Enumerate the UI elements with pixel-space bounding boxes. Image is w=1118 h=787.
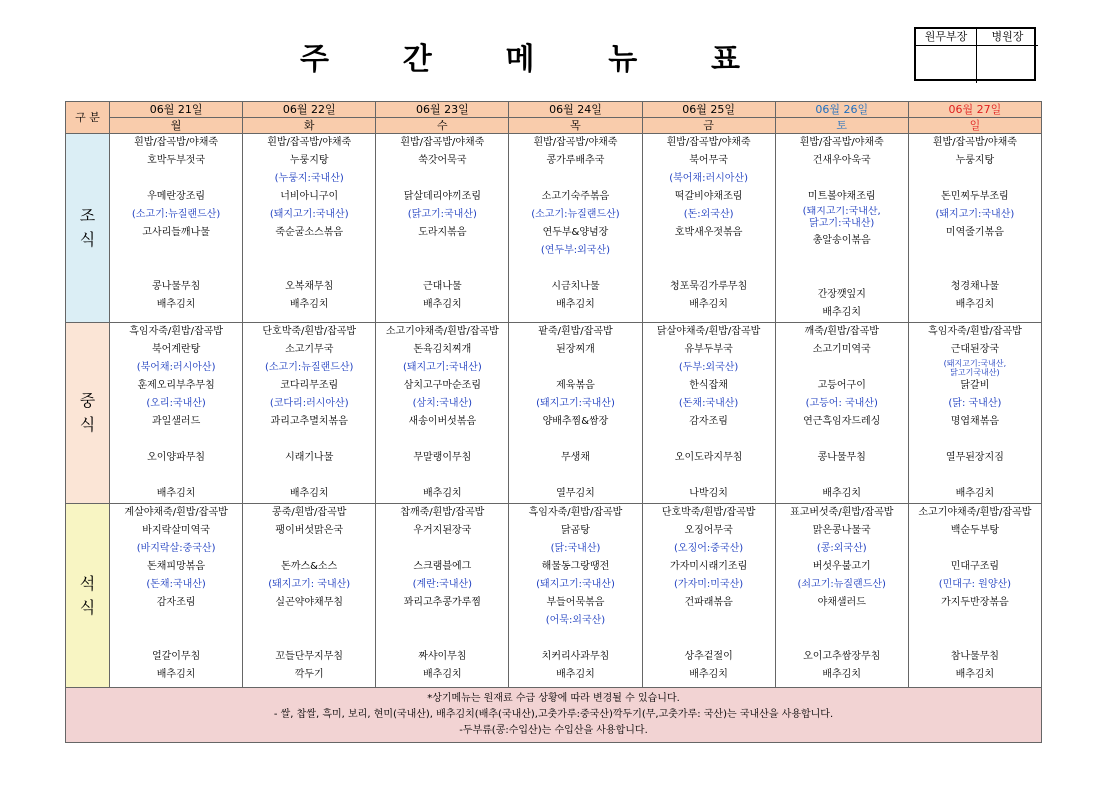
menu-item [243, 540, 375, 558]
meal-label-char: 식 [79, 597, 96, 617]
menu-cell [908, 134, 1041, 323]
menu-item: 호박두부젓국 [147, 155, 206, 166]
menu-item [776, 359, 908, 377]
menu-item: 시금치나물 [551, 281, 600, 292]
origin-note: (돼지고기: 국내산) [268, 579, 351, 590]
menu-item [776, 630, 908, 648]
menu-cell [509, 323, 642, 504]
menu-item: 연근흑임자드레싱 [803, 416, 881, 427]
menu-cell [376, 323, 509, 504]
menu-item: 배추김치 [423, 299, 462, 310]
menu-item: 흑임자죽/흰밥/잡곡밥 [928, 326, 1022, 337]
meal-label-char: 조 [79, 206, 96, 225]
menu-item: 배추김치 [689, 299, 728, 310]
meal-label-char: 석 [79, 573, 96, 593]
menu-item: 콩나물무침 [151, 281, 201, 292]
origin-note: (삼치:국내산) [412, 398, 473, 409]
menu-item: 오이도라지무침 [674, 452, 743, 463]
day-weekday: 토 [775, 118, 908, 134]
menu-item: 간장깻잎지 [817, 289, 866, 300]
menu-item: 바지락살미역국 [142, 525, 210, 536]
menu-item [909, 540, 1041, 558]
menu-item [509, 630, 641, 648]
menu-table [65, 101, 1042, 743]
menu-item [909, 630, 1041, 648]
menu-item [243, 260, 375, 278]
day-weekday: 목 [509, 118, 642, 134]
title-char: 간 [402, 42, 432, 77]
menu-item: 가자미시래기조림 [669, 561, 748, 572]
header-label: 구 분 [66, 102, 110, 134]
menu-item: 백순두부탕 [950, 525, 1000, 536]
menu-item [243, 431, 375, 449]
origin-note: (연두부:외국산) [540, 245, 611, 256]
meal-label-char: 중 [79, 391, 96, 410]
origin-note: (돈채:국내산) [146, 579, 206, 590]
menu-item [776, 170, 908, 188]
menu-item [643, 260, 775, 278]
day-date: 06월 22일 [243, 102, 376, 118]
menu-item: 청경채나물 [950, 281, 1000, 292]
menu-item [110, 260, 242, 278]
menu-item: 고사리들깨나물 [142, 227, 210, 238]
menu-item: 오이고추쌈장무침 [803, 651, 881, 662]
approval-col2-sign[interactable] [977, 46, 1038, 83]
menu-item: 한식잡채 [689, 380, 728, 391]
menu-item: 삼치고구마순조림 [403, 380, 481, 391]
menu-item [909, 170, 1041, 188]
menu-item: 누룽지탕 [289, 155, 329, 166]
menu-item: 고등어구이 [817, 380, 866, 391]
origin-note: (오리:국내산) [146, 398, 206, 409]
menu-cell [908, 323, 1041, 504]
menu-item: 상추겉절이 [684, 651, 733, 662]
menu-item [110, 431, 242, 449]
menu-item: 표고버섯죽/흰밥/잡곡밥 [790, 507, 894, 518]
day-date: 06월 27일 [908, 102, 1041, 118]
menu-item: 배추김치 [156, 299, 196, 310]
menu-item: 양배추찜&쌈장 [542, 416, 609, 427]
menu-item: 미역줄기볶음 [945, 227, 1004, 238]
menu-item: 명엽채볶음 [950, 416, 1000, 427]
menu-item [110, 170, 242, 188]
menu-item: 흰밥/잡곡밥/야채죽 [799, 137, 884, 148]
origin-note: (닭고기:국내산) [407, 209, 477, 220]
menu-item: 죽순굴소스볶음 [275, 227, 344, 238]
menu-item: 근대된장국 [950, 344, 1000, 355]
origin-note: (돼지고기:국내산, [943, 359, 1007, 368]
menu-item: 훈제오리부추무침 [137, 380, 215, 391]
day-weekday: 월 [110, 118, 243, 134]
menu-item: 배추김치 [822, 488, 862, 499]
origin-note [909, 359, 1041, 377]
menu-item [776, 431, 908, 449]
menu-item: 배추김치 [955, 488, 995, 499]
menu-item [643, 242, 775, 260]
menu-item: 된장찌개 [556, 344, 595, 355]
menu-item: 깨죽/흰밥/잡곡밥 [804, 326, 879, 337]
menu-item: 오징어무국 [684, 525, 733, 536]
origin-note: (고등어: 국내산) [805, 398, 878, 409]
menu-cell [243, 504, 376, 688]
title-char: 표 [711, 42, 740, 77]
approval-col2-label: 병원장 [977, 29, 1038, 46]
origin-note: (돼지고기:국내산) [269, 209, 349, 220]
day-weekday: 화 [243, 118, 376, 134]
origin-note: (돼지고기:국내산) [935, 209, 1015, 220]
menu-item: 실곤약야채무침 [275, 597, 344, 608]
menu-item [776, 268, 908, 286]
menu-cell [642, 504, 775, 688]
origin-note: (누룽지:국내산) [274, 173, 344, 184]
menu-item [643, 467, 775, 485]
menu-item: 감자조림 [156, 597, 196, 608]
origin-note: (오징어:중국산) [674, 543, 744, 554]
day-weekday: 일 [908, 118, 1041, 134]
menu-item: 맑은콩나물국 [812, 525, 871, 536]
menu-item: 배추김치 [556, 669, 595, 680]
origin-note: (소고기:뉴질랜드산) [131, 209, 221, 220]
menu-cell [243, 134, 376, 323]
menu-item: 배추김치 [822, 669, 862, 680]
origin-note: (가자미:미국산) [674, 579, 744, 590]
title-char: 메 [505, 42, 535, 77]
origin-note: (돈:외국산) [683, 209, 734, 220]
menu-item: 도라지볶음 [418, 227, 467, 238]
origin-note: (돼지고기:국내산) [536, 579, 615, 590]
menu-cell [509, 504, 642, 688]
menu-item [643, 630, 775, 648]
menu-item: 새송이버섯볶음 [408, 416, 477, 427]
meal-row [66, 504, 1042, 688]
title-char: 주 [300, 42, 329, 77]
footer-note: - 쌀, 찹쌀, 흑미, 보리, 현미(국내산), 배추김치(배추(국내산),고춧가루:중국산)깍두기(무,고춧가루: 국산)는 국내산을 사용합니다. [273, 709, 834, 720]
day-date: 06월 26일 [775, 102, 908, 118]
menu-item [509, 467, 641, 485]
origin-note: 닭고기국내산) [950, 368, 1000, 377]
menu-item: 스크램블에그 [413, 561, 472, 572]
menu-item: 돈채피망볶음 [147, 561, 206, 572]
menu-item [509, 260, 641, 278]
footer-note: -두부류(콩:수입산)는 수입산을 사용합니다. [459, 725, 648, 736]
menu-item: 흰밥/잡곡밥/야채죽 [267, 137, 352, 148]
menu-item [509, 431, 641, 449]
menu-item: 부들어묵볶음 [546, 597, 605, 608]
menu-item: 우메란장조림 [147, 191, 206, 202]
menu-cell [243, 323, 376, 504]
menu-item [509, 170, 641, 188]
menu-item [776, 467, 908, 485]
menu-item [110, 630, 242, 648]
menu-cell [908, 504, 1041, 688]
menu-item: 과일샐러드 [151, 416, 201, 427]
origin-note: (돼지고기:국내산, [802, 206, 881, 217]
day-date: 06월 25일 [642, 102, 775, 118]
menu-item [376, 170, 508, 188]
menu-item: 소고기무국 [285, 344, 334, 355]
origin-note: (닭:국내산) [550, 543, 601, 554]
menu-item: 무생채 [560, 452, 590, 463]
menu-item: 미트볼야채조림 [807, 191, 876, 202]
menu-item: 돈육김치찌개 [413, 344, 472, 355]
menu-item [376, 612, 508, 630]
menu-item: 감자조림 [689, 416, 728, 427]
menu-item: 닭갈비 [960, 380, 990, 391]
origin-note: (북어채:러시아산) [136, 362, 216, 373]
menu-item: 열무된장지짐 [945, 452, 1004, 463]
menu-item: 너비아니구이 [280, 191, 339, 202]
approval-col1-sign[interactable] [916, 46, 977, 83]
menu-item: 나박김치 [689, 488, 728, 499]
menu-item [243, 242, 375, 260]
menu-item: 열무김치 [556, 488, 595, 499]
menu-item: 꽈리고추콩가루찜 [403, 597, 481, 608]
meal-label [66, 323, 110, 504]
menu-item: 배추김치 [423, 488, 462, 499]
menu-item: 짜샤이무침 [418, 651, 467, 662]
menu-item: 배추김치 [689, 669, 728, 680]
menu-cell [110, 134, 243, 323]
menu-item [376, 260, 508, 278]
menu-item: 총알송이볶음 [812, 235, 871, 246]
footer-notes [66, 688, 1042, 743]
menu-item: 깍두기 [294, 669, 324, 680]
menu-item: 건파래볶음 [684, 597, 733, 608]
meal-row [66, 134, 1042, 323]
origin-note: (콩:외국산) [816, 543, 867, 554]
menu-item: 배추김치 [289, 299, 329, 310]
menu-item [909, 612, 1041, 630]
menu-item: 배추김치 [289, 488, 329, 499]
menu-item [110, 467, 242, 485]
menu-item: 근대나물 [423, 281, 462, 292]
menu-item: 콩나물무침 [817, 452, 866, 463]
menu-item [643, 431, 775, 449]
menu-item [776, 612, 908, 630]
menu-item: 팥죽/흰밥/잡곡밥 [538, 326, 613, 337]
menu-item: 연두부&양념장 [542, 227, 609, 238]
menu-item: 무말랭이무침 [413, 452, 472, 463]
menu-item: 참나물무침 [950, 651, 1000, 662]
menu-cell [775, 504, 908, 688]
menu-item: 우거지된장국 [413, 525, 472, 536]
origin-note: 닭고기:국내산) [809, 218, 875, 229]
meal-label-char: 식 [79, 415, 96, 434]
menu-item [110, 612, 242, 630]
menu-item: 시래기나물 [285, 452, 334, 463]
menu-item: 치커리사과무침 [541, 651, 610, 662]
origin-note: (계란:국내산) [412, 579, 473, 590]
menu-item: 소고기야채죽/흰밥/잡곡밥 [385, 326, 499, 337]
menu-cell [376, 504, 509, 688]
menu-item: 북어무국 [689, 155, 728, 166]
menu-item: 누룽지탕 [955, 155, 995, 166]
footer-note: *상기메뉴는 원재료 수급 상황에 따라 변경될 수 있습니다. [427, 693, 680, 704]
menu-item: 얼갈이무침 [151, 651, 201, 662]
menu-item: 오복채무침 [285, 281, 334, 292]
menu-item: 야채샐러드 [817, 597, 866, 608]
menu-item: 찹깨죽/흰밥/잡곡밥 [400, 507, 485, 518]
origin-note: (바지락살:중국산) [136, 543, 216, 554]
menu-item: 떡갈비야채조림 [674, 191, 743, 202]
menu-item [509, 359, 641, 377]
page-title [300, 34, 740, 78]
menu-item: 호박새우젓볶음 [674, 227, 743, 238]
menu-item [643, 612, 775, 630]
menu-item: 북어계란탕 [151, 344, 201, 355]
menu-item: 쑥갓어묵국 [418, 155, 467, 166]
menu-item: 콩가루배추국 [546, 155, 605, 166]
menu-cell [642, 323, 775, 504]
menu-item: 해물동그랑땡전 [541, 561, 610, 572]
origin-note: (쇠고기:뉴질랜드산) [797, 579, 886, 590]
menu-item [909, 242, 1041, 260]
menu-item [909, 431, 1041, 449]
menu-item: 가지두반장볶음 [941, 597, 1009, 608]
meal-label [66, 504, 110, 688]
menu-item: 버섯우불고기 [812, 561, 871, 572]
menu-item [110, 242, 242, 260]
menu-item: 소고기숙주볶음 [541, 191, 610, 202]
menu-item [243, 630, 375, 648]
menu-item [776, 250, 908, 268]
origin-note: (돼지고기:국내산) [402, 362, 482, 373]
menu-item: 배추김치 [556, 299, 595, 310]
menu-item: 흑임자죽/흰밥/잡곡밥 [129, 326, 223, 337]
menu-cell [775, 323, 908, 504]
meal-label [66, 134, 110, 323]
menu-item: 돈민찌두부조림 [941, 191, 1009, 202]
origin-note: (어묵:외국산) [545, 615, 606, 626]
menu-item [243, 612, 375, 630]
menu-item: 꼬들단무지무침 [275, 651, 344, 662]
menu-item: 흰밥/잡곡밥/야채죽 [533, 137, 618, 148]
meal-row [66, 323, 1042, 504]
approval-box [914, 27, 1036, 81]
menu-item: 유부두부국 [684, 344, 733, 355]
menu-item: 콩죽/흰밥/잡곡밥 [272, 507, 347, 518]
menu-item: 소고기미역국 [812, 344, 871, 355]
menu-item: 단호박죽/흰밥/잡곡밥 [262, 326, 357, 337]
menu-item: 배추김치 [822, 307, 862, 318]
day-date: 06월 21일 [110, 102, 243, 118]
meal-label-char: 식 [79, 230, 96, 249]
origin-note: (소고기:뉴질랜드산) [264, 362, 354, 373]
menu-item [376, 467, 508, 485]
day-date: 06월 24일 [509, 102, 642, 118]
menu-item: 닭곰탕 [560, 525, 590, 536]
origin-note: (민대구: 원양산) [938, 579, 1012, 590]
day-date: 06월 23일 [376, 102, 509, 118]
menu-item: 배추김치 [156, 488, 196, 499]
origin-note: (닭: 국내산) [948, 398, 1002, 409]
menu-item: 닭살야채죽/흰밥/잡곡밥 [656, 326, 761, 337]
menu-item: 배추김치 [423, 669, 462, 680]
menu-item: 단호박죽/흰밥/잡곡밥 [661, 507, 756, 518]
approval-col1-label: 원무부장 [916, 29, 977, 46]
menu-item: 흰밥/잡곡밥/야채죽 [400, 137, 485, 148]
origin-note: (두부:외국산) [678, 362, 739, 373]
menu-item: 제육볶음 [556, 380, 595, 391]
menu-item: 계살야채죽/흰밥/잡곡밥 [124, 507, 228, 518]
origin-note [776, 206, 908, 232]
menu-item [376, 540, 508, 558]
menu-cell [110, 323, 243, 504]
origin-note: (소고기:뉴질랜드산) [531, 209, 620, 220]
origin-note: (북어채:러시아산) [669, 173, 748, 184]
day-weekday: 수 [376, 118, 509, 134]
day-weekday: 금 [642, 118, 775, 134]
menu-item: 흰밥/잡곡밥/야채죽 [666, 137, 751, 148]
menu-item: 과리고추멸치볶음 [270, 416, 348, 427]
title-char: 뉴 [608, 42, 638, 77]
menu-item: 흑임자죽/흰밥/잡곡밥 [528, 507, 623, 518]
origin-note: (돈채:국내산) [678, 398, 739, 409]
menu-item: 돈까스&소스 [281, 561, 338, 572]
menu-item: 건새우아욱국 [812, 155, 871, 166]
menu-item: 오이양파무침 [147, 452, 206, 463]
menu-item: 청포묵김가루무침 [669, 281, 748, 292]
menu-item: 흰밥/잡곡밥/야채죽 [932, 137, 1017, 148]
menu-item [376, 242, 508, 260]
menu-item [376, 431, 508, 449]
menu-cell [376, 134, 509, 323]
menu-item: 배추김치 [955, 299, 995, 310]
menu-cell [642, 134, 775, 323]
menu-item: 민대구조림 [950, 561, 1000, 572]
menu-item: 배추김치 [156, 669, 196, 680]
menu-cell [509, 134, 642, 323]
menu-item [909, 260, 1041, 278]
menu-item [243, 467, 375, 485]
menu-item: 배추김치 [955, 669, 995, 680]
origin-note: (코다리:러시아산) [269, 398, 349, 409]
menu-item: 팽이버섯맑은국 [275, 525, 344, 536]
menu-item: 흰밥/잡곡밥/야채죽 [134, 137, 219, 148]
menu-cell [110, 504, 243, 688]
menu-item: 코다리무조림 [280, 380, 339, 391]
menu-item [376, 630, 508, 648]
origin-note: (돼지고기:국내산) [536, 398, 615, 409]
menu-item [909, 467, 1041, 485]
menu-item: 닭살데리야끼조림 [403, 191, 481, 202]
menu-item: 소고기야채죽/흰밥/잡곡밥 [918, 507, 1032, 518]
menu-cell [775, 134, 908, 323]
